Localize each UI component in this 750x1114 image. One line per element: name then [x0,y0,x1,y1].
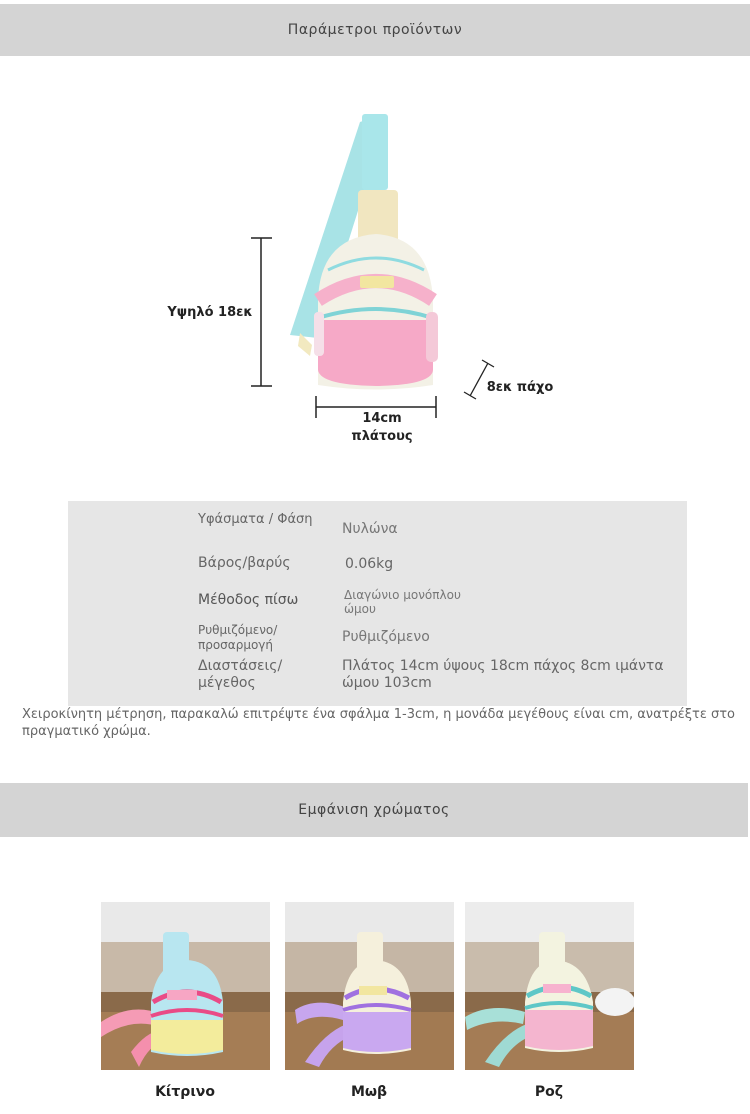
spec-value: Ρυθμιζόμενο [342,629,430,645]
width-value: 14cm [362,411,402,426]
width-word: πλάτους [351,429,413,444]
height-label: Υψηλό 18εκ [167,305,253,320]
spec-value: Νυλώνα [342,521,398,537]
spec-value: Διαγώνιο μονόπλου ώμου [344,588,461,616]
product-photo-purple [285,902,454,1070]
colors-title: Εμφάνιση χρώματος [298,802,450,818]
product-photo-pink [465,902,634,1070]
color-caption-pink: Ροζ [534,1084,564,1100]
spec-key: Μέθοδος πίσω [198,592,299,608]
spec-key: Διαστάσεις/ μέγεθος [198,658,283,691]
spec-key: Ρυθμιζόμενο/ προσαρμογή [198,623,278,652]
color-caption-purple: Μωβ [350,1084,388,1100]
colors-banner [0,783,748,837]
thickness-label: 8εκ πάχο [486,380,554,395]
measurement-note: Χειροκίνητη μέτρηση, παρακαλώ επιτρέψτε ένα σφάλμα 1-3cm, η μονάδα μεγέθους είναι cm, ανατρέξτε στο πραγματικό χρώμα. [22,707,736,739]
spec-table [68,501,687,706]
spec-value: 0.06kg [345,556,394,572]
spec-key: Υφάσματα / Φάση [198,512,313,527]
spec-key: Βάρος/βαρύς [198,555,291,571]
params-title: Παράμετροι προϊόντων [287,22,463,38]
product-photo-yellow [101,902,270,1070]
spec-value: Πλάτος 14cm ύψους 18cm πάχος 8cm ιμάντα ώμου 103cm [342,658,664,691]
color-caption-yellow: Κίτρινο [155,1084,215,1100]
params-banner [0,4,750,56]
